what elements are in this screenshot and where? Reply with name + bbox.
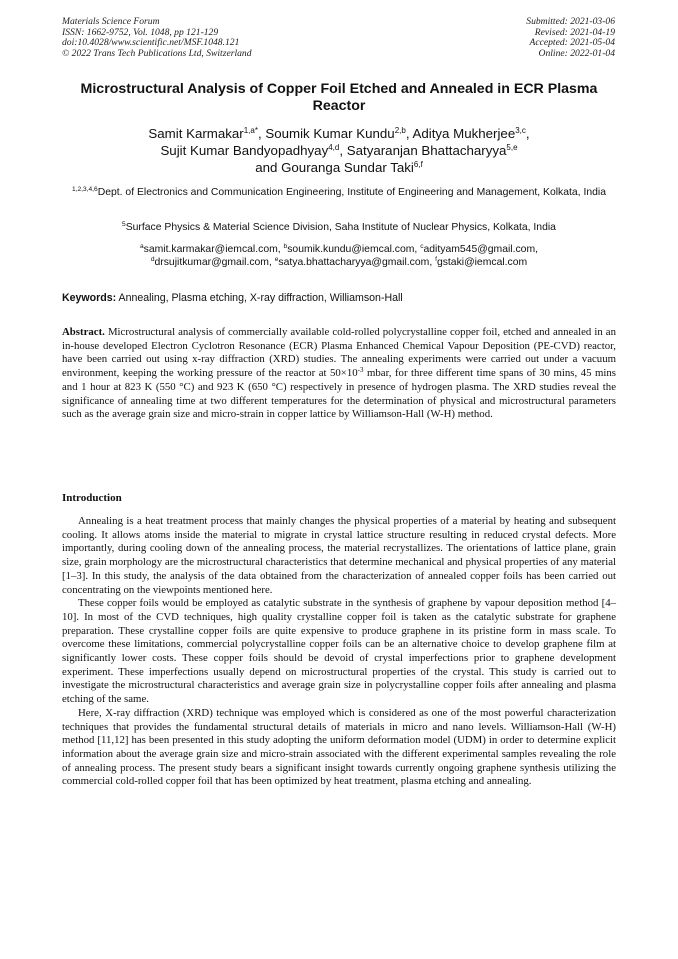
abstract-text: mbar, for three different time spans of 30 mins, 45 mins and 1 hour at 823 K (550 °C) and 923 K (650 °C) respectively in presence of hydrogen plasma. The XRD studies reveal the significance of annealing time at two different temperatures for the determination of physical and microstructural parameters such as the average grain size and micro-strain in copper lattice by Williamson-Hall (W-H) method.	[62, 367, 616, 421]
journal-info	[62, 17, 252, 59]
affiliation-text: Surface Physics & Material Science Division, Saha Institute of Nuclear Physics, Kolkata, India	[125, 222, 556, 233]
email-line-2: $^d$drsujitkumar@gmail.com, $^e$satya.bhattacharyya@gmail.com, $^f$gstaki@iemcal.com	[150, 256, 528, 269]
affiliation-sup: 5	[122, 221, 126, 228]
author-sup: 5,e	[506, 143, 518, 152]
exponent: -3	[357, 366, 364, 375]
author-emails	[62, 243, 616, 269]
keywords	[62, 292, 616, 305]
email-link[interactable]: samit.karmakar@iemcal.com	[143, 244, 278, 255]
abstract-label: Abstract.	[62, 326, 105, 338]
author-sup: 2,b	[394, 126, 406, 135]
keywords-label: Keywords:	[62, 292, 117, 304]
author-sup: 6,f	[413, 160, 423, 169]
author-name: Soumik Kumar Kundu	[265, 126, 395, 141]
author-sup: 1,a*	[243, 126, 258, 135]
author-line-1: Samit Karmakar$^{1,a*}$, Soumik Kumar Kundu$^{2,b}$, Aditya Mukherjee$^{3,c}$,	[148, 126, 530, 141]
author-sup: 4,d	[328, 143, 340, 152]
paper-title: Microstructural Analysis of Copper Foil Etched and Annealed in ECR Plasma Reactor	[80, 81, 598, 114]
paragraph: Annealing is a heat treatment process that mainly changes the physical properties of a material by heating and subsequent cooling. It allows atoms inside the material to migrate in crystal lattice structure resulting in reduced crystal defects. More importantly, during cooling down of the annealing process, the material recrystallizes. The orientations of lattice plane, grain size, grain morphology are the microstructural characteristics that determine mechanical and physical properties of any material [1–3]. In this study, the analysis of the data obtained from the characterization of annealed copper foils has been carried out concentrating on the viewpoints mentioned here.	[62, 515, 616, 596]
journal-copyright: © 2022 Trans Tech Publications Ltd, Switzerland	[62, 47, 252, 59]
abstract	[62, 326, 616, 422]
section-heading: Introduction	[62, 492, 122, 504]
journal-issn: ISSN: 1662-9752, Vol. 1048, pp 121-129	[62, 26, 219, 38]
author-name: Samit Karmakar	[148, 126, 244, 141]
email-link[interactable]: drsujitkumar@gmail.com	[154, 257, 269, 269]
paragraph: These copper foils would be employed as catalytic substrate in the synthesis of graphene by vapour deposition method [4–10]. In most of the CVD techniques, high quality crystalline copper foil is taken as the catalytic substrate for graphene preparation. These crystalline copper foils are quite expensive to produce graphene in its pristine form in mass scale. To overcome these limitations, commercial polycrystalline copper foils can be an alternative choice to develop graphene film at significantly lower costs. These copper foils should be devoid of crystal imperfections prior to graphene development experiment. These imperfections usually depend on microstructural properties of the crystal. This study is carried out to investigate the microstructural characteristics and average grain size in polycrystalline copper foils after annealing and plasma etching of the same.	[62, 597, 616, 706]
abstract-text: Microstructural analysis of commercially available cold-rolled polycrystalline copper foil, etched and annealed in an in-house developed Electron Cyclotron Resonance (ECR) Plasma Enhanced Chemical Vapour Deposition (PE-CVD) reactor, have been carried out using x-ray diffraction (XRD) studies. The annealing experiments were carried out under a vacuum environment, keeping the working pressure of the reactor at 50×10	[62, 326, 616, 380]
date-submitted: Submitted: 2021-03-06	[526, 16, 615, 27]
affiliation-2	[62, 221, 616, 234]
journal-doi: doi:10.4028/www.scientific.net/MSF.1048.121	[62, 37, 240, 49]
author-line-3	[62, 159, 616, 176]
introduction-body	[62, 515, 616, 789]
journal-name: Materials Science Forum	[62, 16, 160, 27]
affiliation-sup: 1,2,3,4,6	[72, 186, 98, 193]
date-accepted: Accepted: 2021-05-04	[529, 37, 615, 49]
submission-dates	[526, 17, 615, 59]
author-line-2: Sujit Kumar Bandyopadhyay$^{4,d}$, Satyaranjan Bhattacharyya$^{5,e}$	[160, 143, 518, 158]
author-list	[62, 125, 616, 176]
date-online: Online: 2022-01-04	[538, 47, 615, 59]
email-link[interactable]: adityam545@gmail.com	[423, 244, 536, 255]
author-name: Aditya Mukherjee	[412, 126, 516, 141]
author-sup: 3,c	[515, 126, 526, 135]
email-link[interactable]: satya.bhattacharyya@gmail.com	[278, 257, 430, 269]
author-name: Sujit Kumar Bandyopadhyay	[160, 143, 329, 158]
affiliation-1	[62, 186, 616, 199]
author-name: and Gouranga Sundar Taki	[255, 160, 414, 175]
keywords-text: Annealing, Plasma etching, X-ray diffraction, Williamson-Hall	[118, 292, 403, 304]
email-line-1: $^a$samit.karmakar@iemcal.com, $^b$soumik.kundu@iemcal.com, $^c$adityam545@gmail.com,	[139, 243, 539, 255]
date-revised: Revised: 2021-04-19	[534, 26, 615, 38]
email-link[interactable]: soumik.kundu@iemcal.com	[287, 244, 415, 255]
paragraph: Here, X-ray diffraction (XRD) technique was employed which is considered as one of the most powerful characterization techniques that provides the fundamental structural details of materials in micro and nano levels. Williamson-Hall (W-H) method [11,12] has been presented in this study adopting the uniform deformation model (UDM) in order to determine explicit information about the average grain size and micro-strain associated with the different experimental samples revealing the role of annealing process. The present study bears a significant insight towards currently ongoing graphene synthesis utilizing the commercial cold-rolled copper foil that has been optimized by heat treatment, plasma etching and annealing.	[62, 706, 616, 788]
author-name: Satyaranjan Bhattacharyya	[346, 143, 507, 158]
email-link[interactable]: gstaki@iemcal.com	[436, 257, 528, 269]
affiliation-text: Dept. of Electronics and Communication Engineering, Institute of Engineering and Management, Kolkata, India	[97, 187, 606, 198]
